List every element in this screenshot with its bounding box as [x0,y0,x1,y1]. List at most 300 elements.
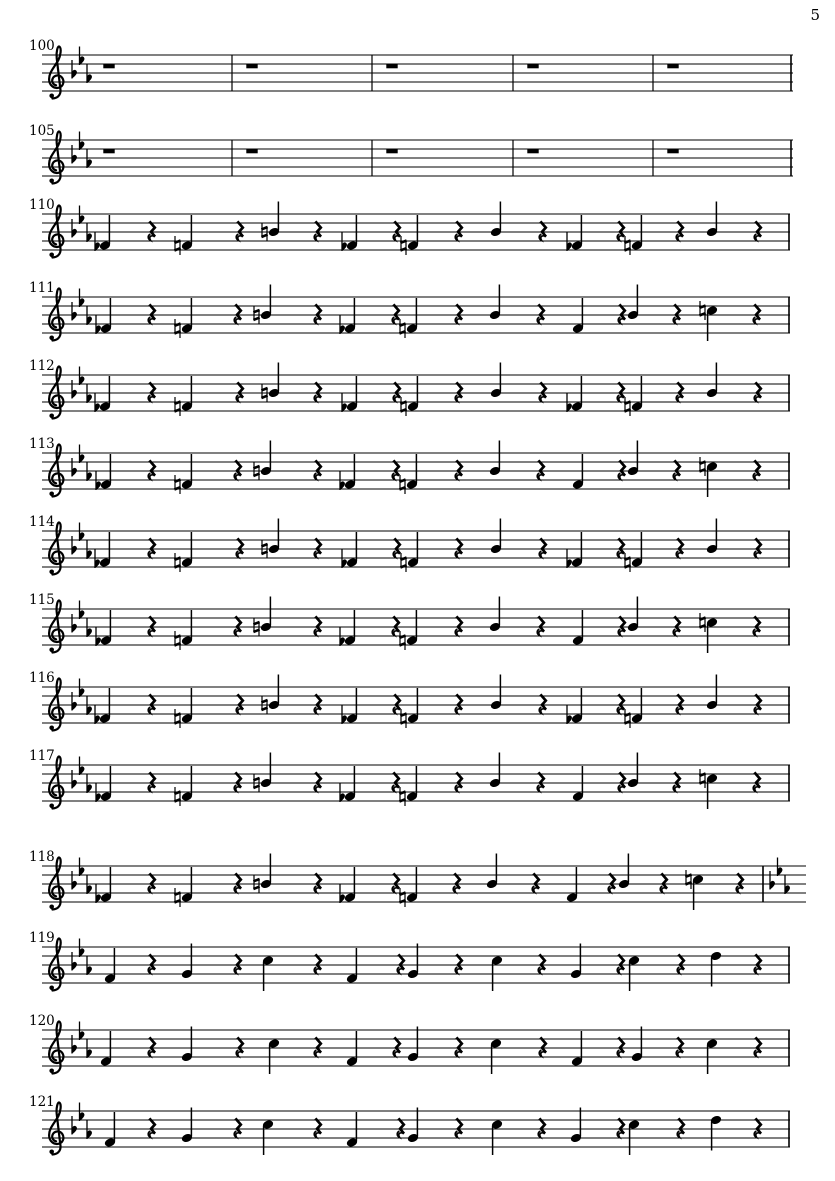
quarter-note [346,376,359,412]
quarter-note [99,215,112,251]
quarter-rest [314,538,321,557]
natural-accidental-icon [624,397,630,416]
flat-accidental-icon [72,614,77,633]
quarter-rest [537,616,544,635]
quarter-rest [148,616,155,635]
flat-accidental-icon [72,692,77,711]
quarter-note [489,753,502,789]
flat-accidental-icon [87,876,92,895]
key-signature [72,757,92,794]
flat-accidental-icon [96,628,101,647]
system-120 [29,1013,790,1074]
key-signature [72,523,92,560]
quarter-rest [397,954,404,973]
quarter-rest [314,221,321,240]
quarter-rest [236,382,243,401]
quarter-rest [753,772,760,791]
quarter-note [99,532,112,568]
quarter-rest [148,1037,155,1056]
quarter-rest [673,772,680,791]
quarter-rest [314,1037,321,1056]
flat-accidental-icon [342,394,347,413]
quarter-note [181,944,194,980]
natural-accidental-icon [624,236,630,255]
quarter-rest [314,382,321,401]
whole-rest [667,64,678,68]
flat-accidental-icon [785,876,790,895]
quarter-note [344,610,357,646]
quarter-rest [234,873,241,892]
measure-number: 113 [29,436,55,452]
quarter-rest [236,221,243,240]
quarter-rest [148,382,155,401]
quarter-note [692,874,705,910]
flat-accidental-icon [72,536,77,555]
quarter-rest [393,1037,400,1056]
quarter-rest [753,616,760,635]
system-110 [29,197,790,258]
flat-accidental-icon [340,472,345,491]
quarter-rest [537,460,544,479]
quarter-note [710,950,723,986]
quarter-rest [617,1118,624,1137]
quarter-note [571,688,584,724]
key-signature [72,858,92,895]
quarter-note [627,597,640,633]
quarter-note [631,532,644,568]
quarter-note [490,675,503,711]
quarter-note [706,773,719,809]
flat-accidental-icon [80,601,85,620]
flat-accidental-icon [340,316,345,335]
quarter-rest [754,538,761,557]
quarter-note [571,376,584,412]
quarter-note [571,1031,584,1067]
quarter-rest [754,954,761,973]
flat-accidental-icon [80,757,85,776]
measure-number: 120 [29,1013,55,1029]
quarter-rest [539,382,546,401]
quarter-note [491,955,504,991]
key-signature [72,939,92,976]
quarter-rest [754,1037,761,1056]
quarter-note [706,202,719,238]
key-signature [72,206,92,243]
staff-lines [42,1111,790,1147]
quarter-rest [455,954,462,973]
quarter-note [407,944,420,980]
quarter-note [268,202,281,238]
quarter-rest [736,873,743,892]
quarter-note [566,867,579,903]
natural-accidental-icon [399,319,405,338]
natural-accidental-icon [174,397,180,416]
quarter-rest [148,772,155,791]
quarter-note [100,766,113,802]
quarter-note [100,1031,113,1067]
quarter-note [407,532,420,568]
quarter-note [407,1027,420,1063]
natural-accidental-icon [174,236,180,255]
quarter-note [486,854,499,890]
system-111 [29,280,790,341]
flat-accidental-icon [72,770,77,789]
flat-accidental-icon [80,367,85,386]
quarter-note [344,298,357,334]
quarter-rest [148,694,155,713]
key-signature [72,367,92,404]
quarter-rest [538,954,545,973]
quarter-note [346,688,359,724]
quarter-rest [539,694,546,713]
quarter-rest [314,460,321,479]
measure-number: 112 [29,358,55,374]
quarter-note [181,867,194,903]
measure-number: 117 [29,748,55,764]
key-signature [770,858,790,895]
natural-accidental-icon [685,870,691,889]
quarter-note [489,441,502,477]
quarter-note [268,1038,281,1074]
natural-accidental-icon [174,888,180,907]
flat-accidental-icon [80,679,85,698]
quarter-rest [618,616,625,635]
quarter-rest [314,873,321,892]
measure-number: 114 [29,514,55,530]
quarter-note [104,948,117,984]
quarter-note [572,766,585,802]
flat-accidental-icon [340,628,345,647]
system-113 [29,436,790,497]
flat-accidental-icon [96,885,101,904]
natural-accidental-icon [699,769,705,788]
system-117 [29,748,790,809]
quarter-note [260,854,273,890]
natural-accidental-icon [399,787,405,806]
quarter-note [490,1038,503,1074]
natural-accidental-icon [399,888,405,907]
flat-accidental-icon [72,302,77,321]
quarter-rest [754,382,761,401]
quarter-note [262,1119,275,1155]
system-115 [29,592,790,653]
quarter-note [346,1112,359,1148]
measure-number: 118 [29,849,55,865]
quarter-rest [676,382,683,401]
flat-accidental-icon [72,1035,77,1054]
flat-accidental-icon [95,550,100,569]
flat-accidental-icon [87,957,92,976]
flat-accidental-icon [80,445,85,464]
flat-accidental-icon [80,132,85,151]
quarter-note [631,1027,644,1063]
natural-accidental-icon [174,475,180,494]
quarter-note [490,363,503,399]
quarter-note [491,1119,504,1155]
quarter-rest [754,221,761,240]
quarter-note [344,454,357,490]
quarter-rest [314,616,321,635]
key-signature [72,679,92,716]
quarter-rest [455,772,462,791]
natural-accidental-icon [400,236,406,255]
quarter-rest [754,694,761,713]
natural-accidental-icon [699,613,705,632]
quarter-note [407,215,420,251]
quarter-rest [455,382,462,401]
flat-accidental-icon [80,1022,85,1041]
quarter-rest [617,382,624,401]
whole-rest [667,149,678,153]
flat-accidental-icon [80,1103,85,1122]
flat-accidental-icon [96,472,101,491]
quarter-rest [617,954,624,973]
staff-lines [42,947,790,983]
quarter-note [346,532,359,568]
system-112 [29,358,790,419]
quarter-note [627,285,640,321]
quarter-note [618,854,631,890]
quarter-note [628,955,641,991]
quarter-rest [676,1037,683,1056]
quarter-note [571,532,584,568]
quarter-rest [234,1118,241,1137]
quarter-note [706,617,719,653]
quarter-rest [455,1118,462,1137]
flat-accidental-icon [567,394,572,413]
quarter-rest [673,460,680,479]
natural-accidental-icon [624,709,630,728]
quarter-note [260,753,273,789]
quarter-rest [455,221,462,240]
system-116 [29,670,790,731]
quarter-note [706,363,719,399]
staff-lines [42,140,793,176]
natural-accidental-icon [400,397,406,416]
quarter-rest [392,772,399,791]
quarter-rest [148,221,155,240]
quarter-rest [677,954,684,973]
quarter-note [631,215,644,251]
flat-accidental-icon [87,385,92,404]
system-105 [29,123,793,184]
quarter-rest [148,460,155,479]
quarter-note [268,519,281,555]
quarter-rest [453,873,460,892]
flat-accidental-icon [342,706,347,725]
flat-accidental-icon [567,233,572,252]
quarter-note [407,1108,420,1144]
quarter-rest [539,1037,546,1056]
quarter-rest [455,538,462,557]
whole-rest [246,64,257,68]
whole-rest [103,64,114,68]
key-signature [72,445,92,482]
quarter-rest [148,304,155,323]
flat-accidental-icon [72,871,77,890]
whole-rest [386,64,397,68]
quarter-note [181,454,194,490]
flat-accidental-icon [340,784,345,803]
quarter-rest [673,616,680,635]
quarter-note [346,1031,359,1067]
key-signature [72,1103,92,1140]
flat-accidental-icon [87,150,92,169]
quarter-rest [617,694,624,713]
flat-accidental-icon [87,1121,92,1140]
quarter-note [706,519,719,555]
quarter-rest [314,1118,321,1137]
quarter-rest [392,616,399,635]
quarter-rest [539,221,546,240]
flat-accidental-icon [87,541,92,560]
quarter-note [260,285,273,321]
flat-accidental-icon [87,697,92,716]
quarter-rest [234,460,241,479]
flat-accidental-icon [342,550,347,569]
quarter-rest [455,304,462,323]
quarter-note [706,675,719,711]
quarter-rest [673,304,680,323]
key-signature [72,132,92,169]
quarter-note [490,519,503,555]
quarter-note [181,610,194,646]
key-signature [72,47,92,84]
staff-lines [42,55,793,91]
quarter-note [406,454,419,490]
quarter-note [628,1119,641,1155]
quarter-rest [392,873,399,892]
quarter-note [100,867,113,903]
quarter-rest [393,221,400,240]
flat-accidental-icon [72,952,77,971]
quarter-rest [617,538,624,557]
measure-number: 110 [29,197,55,213]
flat-accidental-icon [778,858,783,877]
quarter-rest [393,538,400,557]
quarter-note [706,1038,719,1074]
quarter-rest [455,1037,462,1056]
quarter-rest [617,1037,624,1056]
flat-accidental-icon [72,145,77,164]
quarter-note [181,298,194,334]
quarter-note [627,753,640,789]
natural-accidental-icon [399,475,405,494]
quarter-rest [618,304,625,323]
flat-accidental-icon [87,775,92,794]
whole-rest [527,149,538,153]
quarter-note [406,610,419,646]
quarter-note [99,376,112,412]
quarter-rest [754,1118,761,1137]
system-119 [29,930,790,991]
quarter-note [181,376,194,412]
measure-number: 119 [29,930,55,946]
quarter-note [571,215,584,251]
quarter-rest [537,304,544,323]
quarter-note [100,298,113,334]
quarter-rest [676,694,683,713]
flat-accidental-icon [80,206,85,225]
quarter-rest [532,873,539,892]
quarter-note [572,454,585,490]
quarter-rest [148,873,155,892]
quarter-rest [236,538,243,557]
quarter-rest [397,1118,404,1137]
quarter-note [627,441,640,477]
measure-number: 100 [29,38,55,54]
flat-accidental-icon [72,458,77,477]
quarter-note [406,766,419,802]
flat-accidental-icon [87,1040,92,1059]
quarter-rest [617,221,624,240]
natural-accidental-icon [624,553,630,572]
quarter-rest [608,873,615,892]
quarter-note [631,376,644,412]
quarter-note [99,688,112,724]
quarter-note [181,688,194,724]
quarter-rest [660,873,667,892]
natural-accidental-icon [174,553,180,572]
natural-accidental-icon [699,457,705,476]
quarter-rest [393,382,400,401]
quarter-note [570,1108,583,1144]
quarter-rest [234,772,241,791]
flat-accidental-icon [80,939,85,958]
measure-number: 111 [29,280,55,296]
quarter-note [100,454,113,490]
flat-accidental-icon [80,47,85,66]
flat-accidental-icon [96,784,101,803]
quarter-rest [148,954,155,973]
key-signature [72,289,92,326]
quarter-rest [677,1118,684,1137]
quarter-rest [392,304,399,323]
quarter-note [706,305,719,341]
key-signature [72,1022,92,1059]
quarter-rest [618,772,625,791]
flat-accidental-icon [567,550,572,569]
natural-accidental-icon [174,787,180,806]
quarter-rest [538,1118,545,1137]
flat-accidental-icon [87,307,92,326]
whole-rest [246,149,257,153]
whole-rest [386,149,397,153]
quarter-note [710,1114,723,1150]
flat-accidental-icon [72,219,77,238]
quarter-note [407,376,420,412]
quarter-rest [455,460,462,479]
quarter-note [572,610,585,646]
quarter-rest [539,538,546,557]
flat-accidental-icon [340,885,345,904]
quarter-note [344,867,357,903]
quarter-rest [455,694,462,713]
quarter-rest [537,772,544,791]
quarter-note [346,215,359,251]
natural-accidental-icon [400,553,406,572]
flat-accidental-icon [96,316,101,335]
quarter-rest [234,954,241,973]
quarter-rest [148,538,155,557]
flat-accidental-icon [87,224,92,243]
natural-accidental-icon [174,709,180,728]
quarter-note [631,688,644,724]
quarter-rest [236,694,243,713]
flat-accidental-icon [87,463,92,482]
natural-accidental-icon [400,709,406,728]
quarter-rest [314,954,321,973]
